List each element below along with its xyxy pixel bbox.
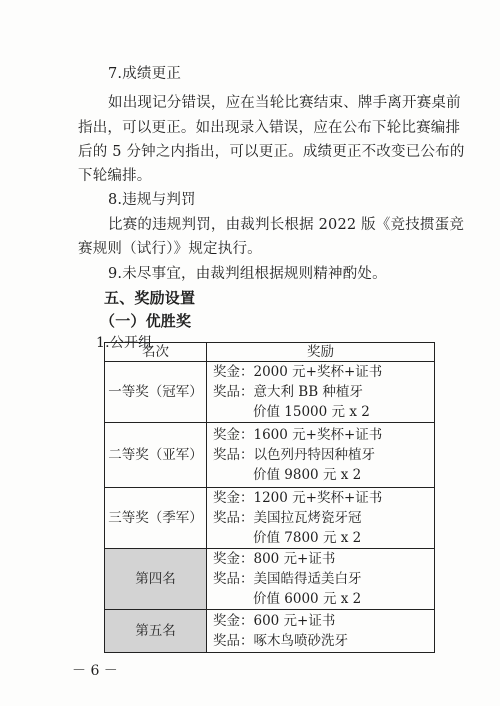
rank-cell: 一等奖（冠军） [105,362,207,423]
table-row [105,549,435,610]
prize-line: 奖金：800 元+证书 [213,551,336,567]
section-8-line-1: 比赛的违规判罚，由裁判长根据 2022 版《竞技掼蛋竞 [108,217,465,233]
prize-cell [207,362,435,423]
table-row [105,362,435,423]
page-number: － 6 － [72,663,118,679]
heading-winner-awards: （一）优胜奖 [100,312,192,330]
prize-cell [207,610,435,653]
section-7-line-4: 下轮编排。 [78,168,152,184]
prize-cell [207,488,435,549]
heading-awards: 五、奖励设置 [104,289,196,307]
prize-line: 奖金：2000 元+奖杯+证书 [213,364,383,380]
section-8-title: 8.违规与判罚 [108,192,196,208]
rank-cell: 三等奖（季军） [105,488,207,549]
table-row [105,610,435,653]
section-7-line-3: 后的 5 分钟之内指出，可以更正。成绩更正不改变已公布的 [78,144,465,160]
section-7-title: 7.成绩更正 [108,66,182,82]
prize-line: 奖品：意大利 BB 种植牙 [213,384,363,400]
prize-value: 价值 9800 元 x 2 [253,467,362,483]
section-8-line-2: 赛规则（试行）》规定执行。 [78,241,262,257]
prize-cell [207,423,435,488]
awards-table [104,342,435,653]
section-9-line: 9.未尽事宜，由裁判组根据规则精神酌处。 [108,266,387,282]
prize-line: 奖金：1600 元+奖杯+证书 [213,427,383,443]
section-7-line-2: 指出，可以更正。如出现录入错误，应在公布下轮比赛编排 [78,120,461,136]
prize-line: 奖品：以色列丹特因种植牙 [213,447,375,463]
prize-line: 奖金：600 元+证书 [213,613,336,629]
table-row [105,423,435,488]
prize-line: 奖品：美国拉瓦烤瓷牙冠 [213,510,362,526]
group-label: 1.公开组 [96,335,153,351]
prize-value: 价值 6000 元 x 2 [253,591,362,607]
prize-value: 价值 15000 元 x 2 [253,404,370,420]
prize-cell [207,549,435,610]
rank-cell: 二等奖（亚军） [105,423,207,488]
prize-value: 价值 7800 元 x 2 [253,530,362,546]
prize-line: 奖品：美国皓得适美白牙 [213,571,362,587]
table-row [105,488,435,549]
prize-line: 奖品：啄木鸟喷砂洗牙 [213,633,348,649]
section-7-line-1: 如出现记分错误，应在当轮比赛结束、牌手离开赛桌前 [108,95,461,111]
prize-line: 奖金：1200 元+奖杯+证书 [213,490,383,506]
header-rank: 名次 [105,343,207,362]
rank-cell: 第五名 [105,610,207,653]
header-prize: 奖励 [207,343,435,362]
rank-cell: 第四名 [105,549,207,610]
